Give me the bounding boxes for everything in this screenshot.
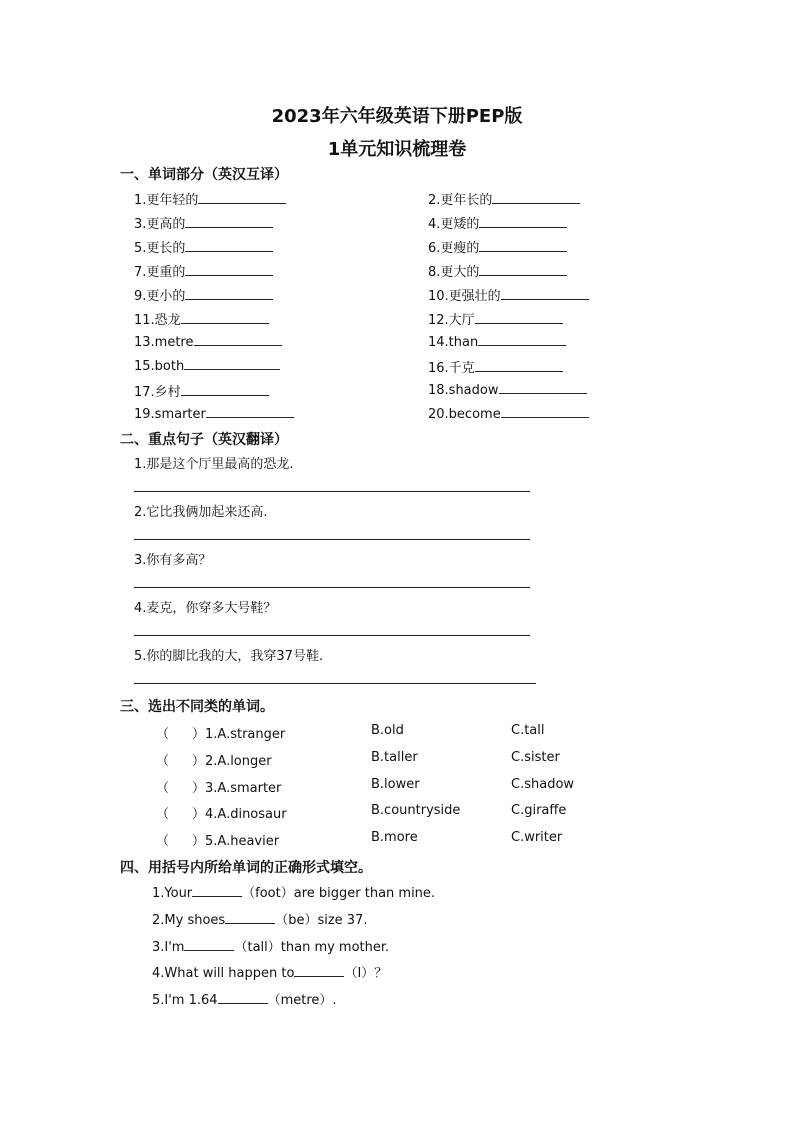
sentence-item: 2.它比我俩加起来还高. [134, 505, 268, 520]
vocab-item: 18.shadow [428, 381, 587, 398]
choice-c: C.shadow [511, 777, 575, 792]
section1-heading: 一、单词部分（英汉互译） [120, 167, 288, 183]
vocab-item: 15.both [134, 357, 280, 374]
section2-heading: 二、重点句子（英汉翻译） [120, 432, 288, 448]
vocab-item: 4.更矮的 [428, 213, 567, 232]
vocab-item: 14.than [428, 333, 566, 350]
fill-item: 3.I'm （tall）than my mother. [152, 940, 390, 955]
choice-c: C.giraffe [511, 803, 567, 818]
choice-b: B.old [371, 723, 404, 738]
vocab-item: 11.恐龙 [134, 309, 269, 328]
choice-b: B.more [371, 830, 418, 845]
title-line2: 1单元知识梳理卷 [327, 139, 467, 160]
fill-item: 4.What will happen to （I）？ [152, 966, 388, 981]
vocab-item: 10.更强壮的 [428, 285, 589, 304]
choice-question: （ ）5.A.heavier [156, 834, 280, 849]
choice-c: C.writer [511, 830, 563, 845]
vocab-item: 2.更年长的 [428, 189, 580, 208]
choice-question: （ ）4.A.dinosaur [156, 807, 287, 822]
title-line1: 2023年六年级英语下册PEP版 [271, 106, 523, 127]
vocab-item: 5.更长的 [134, 237, 273, 256]
fill-item: 2.My shoes （be）size 37. [152, 913, 368, 928]
answer-line [134, 539, 530, 540]
answer-line [134, 635, 530, 636]
sentence-item: 4.麦克，你穿多大号鞋？ [134, 601, 277, 616]
vocab-item: 8.更大的 [428, 261, 567, 280]
choice-c: C.tall [511, 723, 545, 738]
vocab-item: 16.千克 [428, 357, 563, 376]
answer-line [134, 683, 536, 684]
vocab-item: 3.更高的 [134, 213, 273, 232]
vocab-item: 17.乡村 [134, 381, 269, 400]
section4-heading: 四、用括号内所给单词的正确形式填空。 [120, 860, 372, 876]
choice-c: C.sister [511, 750, 560, 765]
vocab-item: 12.大厅 [428, 309, 563, 328]
choice-question: （ ）1.A.stranger [156, 727, 286, 742]
section3-heading: 三、选出不同类的单词。 [120, 699, 274, 715]
choice-question: （ ）2.A.longer [156, 754, 272, 769]
sentence-item: 3.你有多高？ [134, 553, 212, 568]
sentence-item: 1.那是这个厅里最高的恐龙. [134, 457, 294, 472]
choice-question: （ ）3.A.smarter [156, 781, 282, 796]
answer-line [134, 491, 530, 492]
choice-b: B.lower [371, 777, 420, 792]
choice-b: B.countryside [371, 803, 461, 818]
choice-b: B.taller [371, 750, 418, 765]
fill-item: 5.I'm 1.64 （metre）. [152, 993, 337, 1008]
fill-item: 1.Your （foot）are bigger than mine. [152, 886, 436, 901]
vocab-item: 9.更小的 [134, 285, 273, 304]
vocab-item: 19.smarter [134, 405, 294, 422]
sentence-item: 5.你的脚比我的大，我穿37号鞋. [134, 649, 324, 664]
answer-line [134, 587, 530, 588]
vocab-item: 1.更年轻的 [134, 189, 286, 208]
vocab-item: 6.更瘦的 [428, 237, 567, 256]
vocab-item: 7.更重的 [134, 261, 273, 280]
vocab-item: 13.metre [134, 333, 282, 350]
vocab-item: 20.become [428, 405, 589, 422]
